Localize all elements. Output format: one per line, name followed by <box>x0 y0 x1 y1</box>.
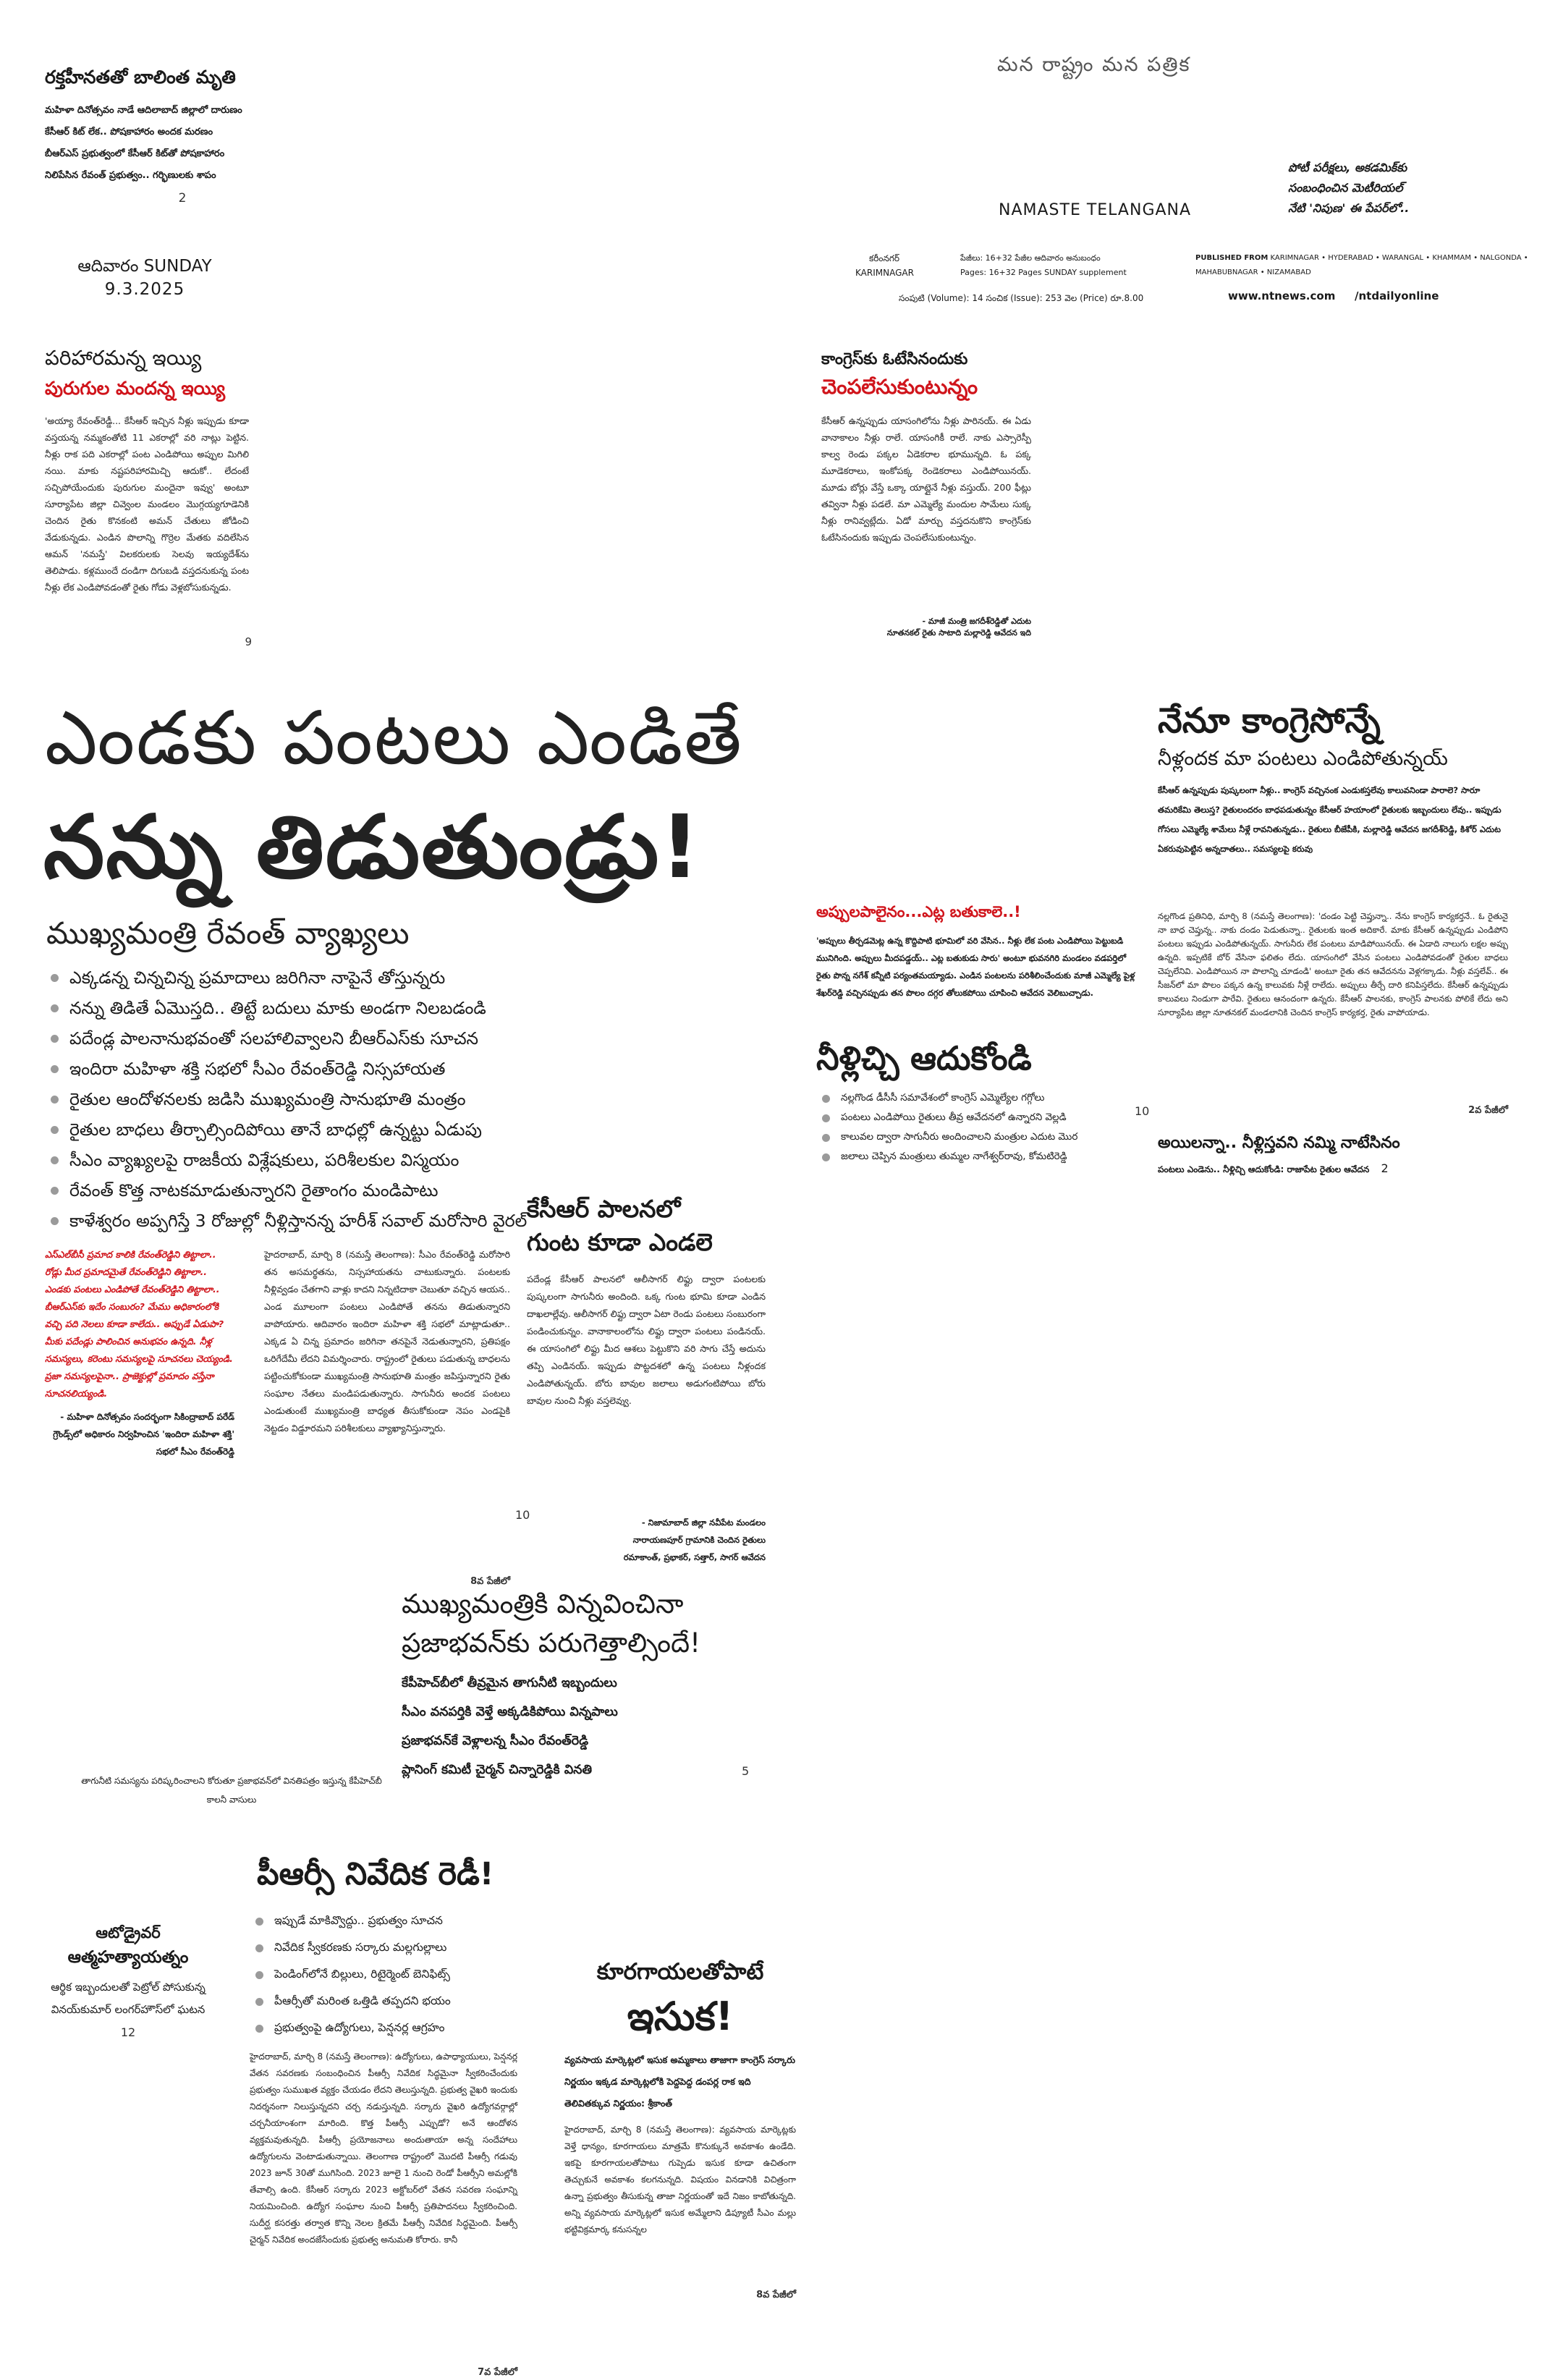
lead-continued: 8వ పేజీలో <box>470 1576 510 1587</box>
story-body: పదేండ్ల కేసీఆర్ పాలనలో ఆలీసాగర్ లిఫ్టు ద్వారా పంటలకు పుష్కలంగా సాగునీరు అందింది. ఒక్క గుంట భూమి కూడా ఎండిన దాఖలాల్లేవు. ఆలీసాగర్ లిఫ్టు ద్వారా ఏటా రెండు పంటలు సంబురంగా పండించుకున్నం. వానాకాలంలోను లిఫ్టు ద్వారా పంటలు పండినయ్. ఈ యాసంగిలో లిఫ్టు మీద ఆశలు పెట్టుకొని వరి సాగు చేస్తే అదును తప్పి ఎండినయ్. ఇప్పుడు పొట్టదశలో ఉన్న పంటలు నీళ్లందక ఎండిపోతున్నయ్. బోరు బావుల జలాలు అడుగంటిపోయి బోరు బావుల నుంచి నీళ్లు వస్తలెవ్వు. <box>527 1274 766 1406</box>
story-neellichi <box>816 1036 1149 1166</box>
story-auto-driver <box>45 1921 211 2039</box>
story-kicker: ఆటోడ్రైవర్ <box>96 1924 161 1941</box>
lead-bullet: ఇందిరా మహిళా శక్తి సభలో సీఎం రేవంత్‌రెడ్డి నిస్సహాయత <box>45 1054 794 1084</box>
teaser-line: నేటి 'నిపుణ' ఈ పేపర్‌లో.. <box>1288 201 1410 215</box>
lead-quote-text: ఎస్‌ఎల్‌బీసీ ప్రమాద కాలికి రేవంత్‌రెడ్డిని తిట్టాలా.. రోడ్లు మీద ప్రమాదమైతే రేవంత్‌రెడ్డిని తిట్టాలా.. ఎండకు పంటలు ఎండిపోతే రేవంత్‌రెడ్డిని తిట్టాలా.. బీఆర్‌ఎస్‌కు ఇదేం సంబురం? మేము అధికారంలోకి వచ్చి పది నెలలు కూడా కాలేదు.. అప్పుడే ఏడుపా? మీకు పదేండ్లు పాలించిన అనుభవం ఉన్నది. నీళ్ల సమస్యలు, కరెంటు సమస్యలపై సూచనలు చెయ్యండి. ప్రజా సమస్యలపైనా.. ప్రాజెక్టుల్లో ప్రమాదం వస్తేనా సూచనలియ్యండి. <box>45 1249 233 1399</box>
story-sand <box>564 1954 796 2303</box>
lead-red-quote <box>45 1246 234 1460</box>
story-chempalesukuntunnam <box>821 350 1031 640</box>
story-kicker: పరిహారమన్న ఇయ్యి <box>45 346 202 370</box>
story-body: 'అప్పులు తీర్చడమెట్ల ఉన్న కొద్దిపాటి భూమిలో వరి వేసిన.. నీళ్లు లేక పంట ఎండిపోయి పెట్టుబడి మునిగింది. అప్పులు మీదపడ్డయ్.. ఎట్ల బతుకుడు సారు' అంటూ భువనగిరి మండలం వడపర్తిలో రైతు పొన్న నగేశ్ కన్నీటి పర్యంతమయ్యాడు. ఎండిన పంటలను పరిశీలించేందుకు మాజీ ఎమ్మెల్యే పైళ్ల శేఖర్‌రెడ్డి వచ్చినప్పుడు తన పొలం దగ్గర తోలుకపోయి చూపించి ఆవేదన వెలిబుచ్చాడు. <box>816 936 1135 998</box>
story-credit: - నిజామాబాద్ జిల్లా నవీపేట మండలం <box>641 1517 766 1528</box>
cm-plea-caption: తాగునీటి సమస్యను పరిష్కరించాలని కోరుతూ ప్రజాభవన్‌లో వినతిపత్రం ఇస్తున్న కేపీహెచ్‌బీ కాలనీ వాసులు <box>81 1776 382 1805</box>
story-headline: అప్పులపాలైనం...ఎట్ల బతుకాలె..! <box>816 903 1021 920</box>
story-cm-plea <box>402 1585 785 1784</box>
story-deck: ప్లానింగ్ కమిటీ చైర్మన్ చిన్నారెడ్డికి వినతి <box>402 1763 593 1777</box>
story-footer-sub-text: పంటలు ఎండెను.. నీళ్లిచ్చి ఆదుకోండి: రాజాపేట రైతుల ఆవేదన <box>1158 1164 1370 1174</box>
lead-subhead: ముఖ్యమంత్రి రేవంత్ వ్యాఖ్యలు <box>46 915 410 951</box>
story-deck: వ్యవసాయ మార్కెట్లలో ఇసుక అమ్మకాలు తాజాగా కాంగ్రెస్ సర్కారు నిర్ణయం ఇక్కడ మార్కెట్లలోకి పెద్దపెద్ద డంపర్ల రాక ఇది తెలివితక్కువ నిర్ణయం: శ్రీకాంత్ <box>564 2054 795 2109</box>
story-deck: సీఎం వనపర్తికి వెళ్తే అక్కడికిపోయి విన్నపాలు <box>402 1705 618 1719</box>
lead-bullet: కాళేశ్వరం అప్పగిస్తే 3 రోజుల్లో నీళ్లిస్తానన్న హరీశ్ సవాల్ మరోసారి వైరల్ <box>45 1206 794 1236</box>
story-bullet: పెండింగ్‌లోనే బిల్లులు, రిటైర్మెంట్ బెనిఫిట్స్ <box>250 1961 517 1988</box>
index-line: మహిళా దినోత్సవం నాడే ఆదిలాబాద్ జిల్లాలో దారుణం <box>45 105 242 116</box>
story-headline: నీళ్లిచ్చి ఆదుకోండి <box>816 1039 1032 1077</box>
date-value: 9.3.2025 <box>104 280 185 299</box>
story-body: ఆర్థిక ఇబ్బందులతో పెట్రోల్ పోసుకున్న వినయ్‌కుమార్ లంగర్‌హౌస్‌లో ఘటన <box>51 1981 206 2016</box>
story-page-number: 5 <box>742 1764 750 1778</box>
lead-bullet: సీఎం వ్యాఖ్యలపై రాజకీయ విశ్లేషకులు, పరిశీలకుల విస్మయం <box>45 1145 794 1175</box>
story-footer-sub <box>1158 1161 1508 1177</box>
story-headline-1: కేసీఆర్ పాలనలో <box>527 1195 681 1223</box>
story-headline: పురుగుల మందన్న ఇయ్యి <box>45 378 226 399</box>
story-page-number: 9 <box>245 635 252 648</box>
story-bullet: కాలువల ద్వారా సాగునీరు అందించాలని మంత్రుల ఎదుట మొర <box>816 1127 1149 1147</box>
city-te: కరీంనగర్ <box>868 253 899 263</box>
story-continued: 7వ పేజీలో <box>478 2367 517 2378</box>
story-credit: నూతనకల్ రైతు సాటాది మల్లారెడ్డి ఆవేదన ఇది <box>886 628 1031 638</box>
date-block <box>58 257 232 299</box>
story-kicker: కాంగ్రెస్‌కు ఓటేసినందుకు <box>821 350 968 368</box>
story-parihaaram <box>45 346 252 648</box>
story-page-number: 12 <box>120 2025 136 2039</box>
top-right-teaser <box>1288 158 1476 219</box>
index-title: రక్తహీనతతో బాలింత మృతి <box>45 67 236 88</box>
lead-body-text: హైదరాబాద్, మార్చి 8 (నమస్తే తెలంగాణ): సీఎం రేవంత్‌రెడ్డి మరోసారి తన అసమర్థతను, నిస్సహాయతను చాటుకున్నారు. పంటలకు నీళ్లివ్వడం చేతగాని వాళ్లు కాదని నిన్నటిదాకా చెబుతూ వచ్చిన ఆయన.. ఎండ మూలంగా పంటలు ఎండిపోతే తనను తిడుతున్నారని వాపోయారు. ఆదివారం ఇందిరా మహిళా శక్తి సభలో మాట్లాడుతూ.. ఎక్కడ ఏ చిన్న ప్రమాదం జరిగినా తనపైనే నెడుతున్నారని, ప్రతిపక్షం ఒరిగేదేమీ లేదని విమర్శించారు. రాష్ట్రంలో రైతులు పడుతున్న బాధలను పట్టించుకోకుండా ముఖ్యమంత్రి సానుభూతి మంత్రం జపిస్తున్నారని రైతు సంఘాల నేతలు మండిపడుతున్నారు. సాగునీరు అందక పంటలు ఎండుతుంటే ముఖ్యమంత్రి బాధ్యత తీసుకోకుండా నెపం ఎండపైకి నెట్టడం విడ్డూరమని పరిశీలకులు వ్యాఖ్యానిస్తున్నారు. <box>264 1249 510 1433</box>
teaser-line: సంబంధించిన మెటీరియల్ <box>1288 181 1403 195</box>
social-handle[interactable]: /ntdailyonline <box>1355 289 1439 302</box>
story-body: హైదరాబాద్, మార్చి 8 (నమస్తే తెలంగాణ): ఉద్యోగులు, ఉపాధ్యాయులు, పెన్షనర్ల వేతన సవరణకు సంబంధించిన పీఆర్సీ నివేదిక సిద్ధమైనా స్వీకరించేందుకు ప్రభుత్వం సుముఖత వ్యక్తం చేయడం లేదని తెలుస్తున్నది. ప్రభుత్వ వైఖరి ఇందుకు నిదర్శనంగా నిలుస్తున్నదని చర్చ నడుస్తున్నది. సర్కారు వైఖరి ఉద్యోగవర్గాల్లో చర్చనీయాంశంగా మారింది. కొత్త పీఆర్సీ ఎప్పుడో? అనే ఆందోళన వ్యక్తమవుతున్నది. పీఆర్సీ ప్రయోజనాలు అందుతాయా అన్న సందేహాలు ఉద్యోగులను వెంటాడుతున్నాయి. తెలంగాణ రాష్ట్రంలో మొదటి పీఆర్సీ గడువు 2023 జూన్ 30తో ముగిసింది. 2023 జూలై 1 నుంచి రెండో పీఆర్సీని అమల్లోకి తేవాల్సి ఉంది. కేసీఆర్ సర్కారు 2023 అక్టోబర్‌లో వేతన సవరణ సంఘాన్ని నియమించింది. ఉద్యోగ సంఘాల నుంచి పీఆర్సీ ప్రతిపాదనలు స్వీకరించింది. సుదీర్ఘ కసరత్తు తర్వాత కొన్ని నెలల క్రితమే పీఆర్సీ నివేదిక సిద్ధమైంది. పీఆర్సీ చైర్మన్ నివేదిక అందజేసేందుకు ప్రభుత్వ అనుమతి కోరారు. కానీ <box>250 2051 517 2245</box>
story-kcr-palana <box>515 1193 766 1566</box>
story-footer-headline: అయిలన్నా.. నీళ్లిస్తవని నమ్మి నాటేసినం <box>1158 1134 1400 1152</box>
story-headline: చెంపలేసుకుంటున్నం <box>821 375 978 399</box>
story-continued: 8వ పేజీలో <box>756 2290 796 2300</box>
story-body: హైదరాబాద్, మార్చి 8 (నమస్తే తెలంగాణ): వ్యవసాయ మార్కెట్లకు వెళ్తే ధాన్యం, కూరగాయలు మాత్రమే కొనుక్కునే అవకాశం ఉండేది. ఇకపై కూరగాయలతోపాటు గుప్పెడు ఇసుక కూడా ఉచితంగా తెచ్చుకునే అవకాశం కలగనున్నది. విషయం వినడానికి విచిత్రంగా ఉన్నా ప్రభుత్వం తీసుకున్న తాజా నిర్ణయంతో ఇదే నిజం కాబోతున్నది. అన్ని వ్యవసాయ మార్కెట్లలో ఇసుక అమ్మేలాని డిప్యూటీ సీఎం మల్లు భట్టివిక్రమార్క కనుసన్నల <box>564 2125 796 2235</box>
lead-bullet: రేవంత్ కొత్త నాటకమాడుతున్నారని రైతాంగం మండిపాటు <box>45 1175 794 1206</box>
story-nenu-congressonne <box>1158 698 1508 1177</box>
masthead-city <box>855 251 913 280</box>
masthead-volume: సంపుటి (Volume): 14 సంచిక (Issue): 253 వెల (Price) రూ.8.00 <box>899 293 1144 303</box>
story-highlight: కేసీఆర్ ఉన్నప్పుడు పుష్కలంగా నీళ్లు.. కాంగ్రెస్ వచ్చినంక ఎండుకస్తలేవు కాలువనిండా పారాలె? సారూ తమరికేమి తెలుస్త? రైతులందరం బాధపడుతున్నం కేసీఆర్ హయాంలో రైతులకు ఇబ్బందులు లేవు.. ఇప్పుడు గోసలు ఎమ్మెల్యే శామేలు నీళ్లే రావనితున్నడు.. రైతులు బీజేపీకి, మల్లారెడ్డి ఆవేదన జగదీశ్‌రెడ్డి, కిశోర్ ఎదుట ఏకరువుపెట్టిన అన్నదాతలు.. సమస్యలపై కరువు <box>1158 785 1502 854</box>
story-body: 'అయ్యా రేవంత్‌రెడ్డీ... కేసీఆర్ ఇచ్చిన నీళ్లు ఇప్పుడు కూడా వస్తయన్న నమ్మకంతోటి 11 ఎకరాల్లో వరి నాట్లు పెట్టిన. నీళ్లు రాక పది ఎకరాల్లో పంట ఎండిపోయి అప్పుల మిగిలి నయి. మాకు నష్టపరిహారమిచ్చి ఆదుకో.. లేదంటే సచ్చిపోయేందుకు పురుగుల మందైనా ఇవ్వు' అంటూ సూర్యాపేట జిల్లా చివ్వెంల మండలం మొగ్గయ్యగూడెనికి చెందిన రైతు కొనకంటి అమన్ చేతులు జోడించి వేడుకున్నడు. ఎండిన పొలాన్ని గొర్రెల మేతకు వదిలేసిన ఆమన్ 'నమస్తే' విలకరులకు సెలవు ఇయ్యదేశ్‌ను తెలిపాడు. కళ్లముందే దండిగా దిగుబడి వస్తదనుకున్న పంట నీళ్లు లేక ఎండిపోవడంతో రైతు గోడు వెళ్లబోసుకున్నడు. <box>45 415 249 593</box>
story-body: నల్లగొండ ప్రతినిధి, మార్చి 8 (నమస్తే తెలంగాణ): 'దండం పెట్టి చెప్తున్నా.. నేను కాంగ్రెస్ కార్యకర్తనే.. ఓ రైతునై నా బాధ చెప్తున్న.. నాకు దండం పెడుతున్నా.. రైతులకు ఇంత అదికారే. మాకు కేసీఆర్ ఉన్నప్పుడు ఎండిపోని పంటలు ఇప్పుడు ఎండిపోతున్నయ్. సాగునీరు లేక పంటలు మాడిపోయినయ్. ఈ ఏడాది నాలుగు లక్షల అప్పు ఉన్నది. ఇప్పటికే బోర్‌ వేసినా ఫలితం లేదు. యాసంగిలో వేసిన పంటలు ఎండిపోవడంతో రైతుల బాధలు చెప్పలేనివి. ఎండిపోయిన నా పొలాన్ని చూడండి' అంటూ రైతు తన ఆవేదనను వెళ్లగక్కాడు. నీళ్లు వస్తలేవ్.. ఈ సీజన్‌లో మా పొలం పక్కన ఉన్న కాలువకు నీళ్లే రాలేదు. అప్పులు తీర్చే దారి కనిపిస్తలేదు. కేసీఆర్ ఉన్నప్పుడు కాలువలు నిండుగా పారేవి. రైతులు ఆనందంగా ఉన్నరు. కేసీఆర్ పాలనకు, కాంగ్రెస్ పాలనకు పోలికే లేదు అని సూర్యాపేట జిల్లా నూతనకల్ మండలానికి చెందిన కాంగ్రెస్ కార్యకర్త, రైతు వాపోయాడు. <box>1158 911 1508 1017</box>
index-page-number: 2 <box>178 191 187 206</box>
story-page-number: 10 <box>1135 1104 1150 1118</box>
lead-bullet: రైతుల ఆందోళనలకు జడిసి ముఖ్యమంత్రి సానుభూతి మంత్రం <box>45 1084 794 1114</box>
story-body: కేసీఆర్ ఉన్నప్పుడు యాసంగిలోను నీళ్లు పారినయ్. ఈ ఏడు వానాకాలం నీళ్లు రాలే. యాసంగికీ రాలే. నాకు ఎస్సారెస్పీ కాల్వ రెండు పక్కల ఏడెకరాల భూమున్నది. ఓ పక్క మూడెకరాలు, ఇంకోపక్క రెండెకరాలు ఎండిపోయినయ్. మూడు బోర్లు వేస్తే ఒక్కా యాట్లైనే నీళ్లు వస్తుయ్. 200 ఫీట్లు తవ్వినా నీళ్లు పడలే. మా ఎమ్మెల్యే మందుల సామేలు సుక్క నీళ్లు రానివ్వట్లేదు. ఏడో మార్చు వస్తదనుకొని కాంగ్రెస్‌కు ఓటేసినందుకు ఇప్పుడు చెంపలేసుకుంటున్నం. <box>821 415 1031 543</box>
lead-body <box>264 1246 510 1589</box>
story-headline: ఆత్మహత్యాయత్నం <box>67 1948 189 1967</box>
website-link[interactable]: www.ntnews.com <box>1228 289 1336 302</box>
lead-bullet: పదేండ్ల పాలనానుభవంతో సలహాలివ్వాలని బీఆర్ఎస్‌కు సూచన <box>45 1023 794 1054</box>
story-bullet: ఇప్పుడే మాకివ్వొద్దు.. ప్రభుత్వం సూచన <box>250 1907 517 1934</box>
story-subhead: నీళ్లందక మా పంటలు ఎండిపోతున్నయ్ <box>1158 748 1448 770</box>
pages-te: పేజీలు: 16+32 పేజీల ఆదివారం అనుబంధం <box>960 253 1101 263</box>
lead-headline-2: నన్ను తిడుతుండ్రు! <box>43 797 701 898</box>
city-en: KARIMNAGAR <box>855 268 914 278</box>
story-headline: పీఆర్సీ నివేదిక రెడీ! <box>257 1856 494 1892</box>
story-headline-2: ప్రజాభవన్‌కు పరుగెత్తాల్సిందే! <box>402 1627 700 1659</box>
story-headline: నేనూ కాంగ్రెసోన్నే <box>1158 700 1381 741</box>
story-deck: కేపీహెచ్‌బీలో తీవ్రమైన తాగునీటి ఇబ్బందులు <box>402 1676 617 1690</box>
story-bullets <box>816 1088 1149 1166</box>
story-headline-1: ముఖ్యమంత్రికి విన్నవించినా <box>402 1588 684 1619</box>
pages-en: Pages: 16+32 Pages SUNDAY supplement <box>960 268 1127 277</box>
published-cities: KARIMNAGAR • HYDERABAD • WARANGAL • KHAMMAM • NALGONDA • MAHABUBNAGAR • NIZAMABAD <box>1195 254 1528 276</box>
story-deck: ప్రజాభవన్‌కే వెళ్లాలన్న సీఎం రేవంత్‌రెడ్డి <box>402 1734 589 1748</box>
index-top-left <box>45 67 320 206</box>
lead-headline-1: ఎండకు పంటలు ఎండితే <box>45 695 743 782</box>
index-line: బీఆర్ఎస్ ప్రభుత్వంలో కేసీఆర్ కిట్‌తో పోషకాహారం <box>45 148 225 159</box>
story-page-number: 10 <box>515 1508 530 1522</box>
index-line: కేసీఆర్ కిట్ లేక.. పోషకాహారం అందక మరణం <box>45 127 213 137</box>
story-bullet: నల్లగొండ డీసీసీ సమావేశంలో కాంగ్రెస్ ఎమ్మెల్యేల గగ్గోలు <box>816 1088 1149 1108</box>
story-bullet: పీఆర్సీతో మరింత ఒత్తిడి తప్పదని భయం <box>250 1988 517 2015</box>
story-bullet: ప్రభుత్వంపై ఉద్యోగులు, పెన్షనర్ల ఆగ్రహం <box>250 2015 517 2041</box>
lead-quote-credit: - మహిళా దినోత్సవం సందర్భంగా సికింద్రాబాద్ పరేడ్ గ్రౌండ్స్‌లో అధికారం నిర్వహించిన 'ఇందిరా మహిళా శక్తి' సభలో సీఎం రేవంత్‌రెడ్డి <box>53 1412 234 1457</box>
story-bullet: పంటలు ఎండిపోయి రైతులు తీవ్ర ఆవేదనలో ఉన్నారని వెల్లడి <box>816 1108 1149 1127</box>
lead-bullet: ఎక్కడన్న చిన్నచిన్న ప్రమాదాలు జరిగినా నాపైనే తోస్తున్నరు <box>45 962 794 993</box>
story-headline-2: ఇసుక! <box>627 1994 734 2039</box>
masthead-meta <box>855 251 1550 309</box>
lead-bullet: రైతుల బాధలు తీర్చాల్సిందిపోయి తానే బాధల్లో ఉన్నట్టు ఏడుపు <box>45 1114 794 1145</box>
story-credit: రమాకాంత్, ప్రభాకర్, సత్తార్, సాగర్ ఆవేదన <box>623 1552 766 1562</box>
story-bullet: నివేదిక స్వీకరణకు సర్కారు మల్లగుల్లాలు <box>250 1934 517 1961</box>
story-appulapalainam <box>816 903 1140 1001</box>
published-label: PUBLISHED FROM <box>1195 254 1269 262</box>
story-footer-page: 2 <box>1381 1161 1389 1175</box>
story-continued: 2వ పేజీలో <box>1468 1105 1508 1116</box>
story-credit: - మాజీ మంత్రి జగదీశ్‌రెడ్డితో ఎదుట <box>922 617 1031 626</box>
story-bullet: జలాలు చెప్పిన మంత్రులు తుమ్మల నాగేశ్వర్‌రావు, కోమటిరెడ్డి <box>816 1147 1149 1166</box>
masthead-name: NAMASTE TELANGANA <box>999 201 1192 219</box>
story-credit: నారాయణపూర్ గ్రామానికి చెందిన రైతులు <box>632 1535 766 1545</box>
date-day: ఆదివారం SUNDAY <box>77 257 212 276</box>
story-bullets <box>250 1907 517 2041</box>
masthead-tagline: మన రాష్ట్రం మన పత్రిక <box>997 54 1191 76</box>
story-headline-2: గుంట కూడా ఎండలె <box>527 1228 713 1256</box>
story-prc <box>250 1852 517 2380</box>
story-headline-1: కూరగాయలతోపాటే <box>596 1959 764 1985</box>
teaser-line: పోటీ పరీక్షలు, అకడమిక్‌కు <box>1288 161 1407 174</box>
index-line: నిలిపేసిన రేవంత్ ప్రభుత్వం.. గర్భిణులకు శాపం <box>45 170 216 181</box>
lead-bullet: నన్ను తిడితే ఏమొస్తది.. తిట్టే బదులు మాకు అండగా నిలబడండి <box>45 993 794 1023</box>
published-from <box>1195 251 1528 280</box>
